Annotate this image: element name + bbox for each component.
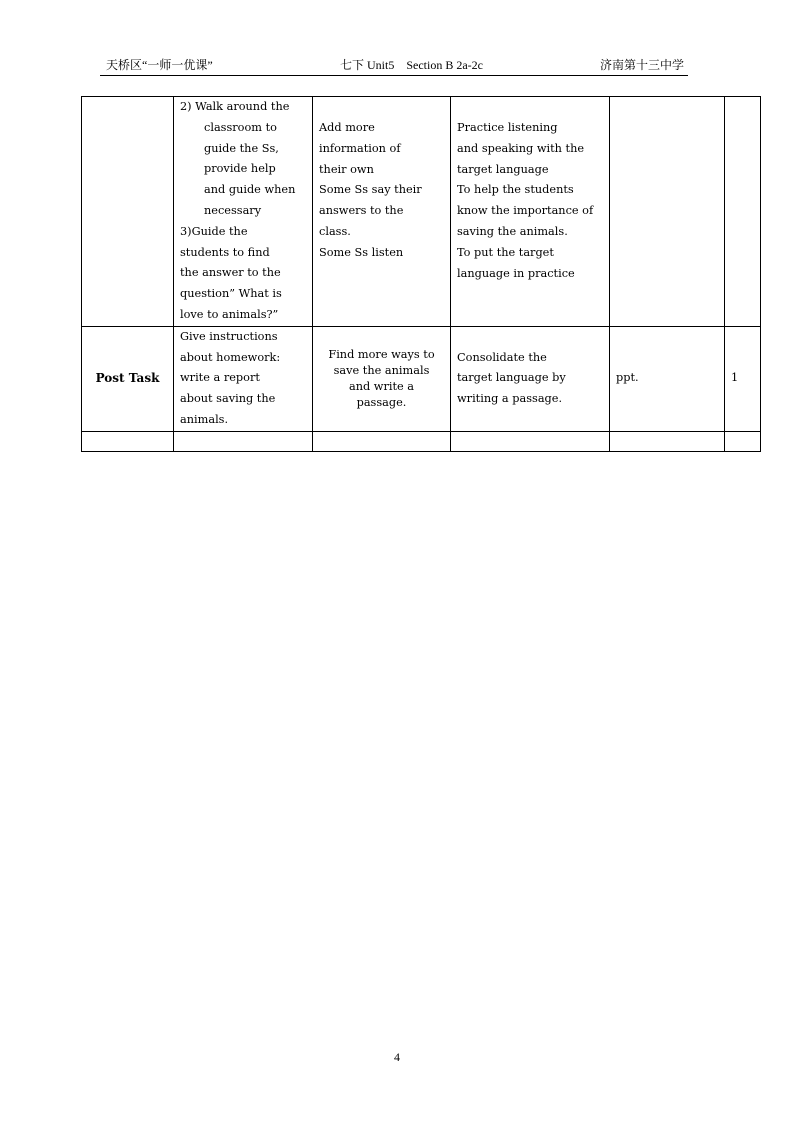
line: class.: [319, 224, 351, 238]
time-text: 1: [731, 371, 739, 385]
line: students to find: [180, 245, 270, 259]
line: language in practice: [457, 266, 575, 280]
stage-label: Post Task: [95, 371, 160, 386]
line: know the importance of: [457, 204, 594, 218]
empty-cell: [451, 431, 610, 451]
table-row: [82, 97, 761, 327]
line: Some Ss say their: [319, 183, 422, 197]
line: Find more ways to: [328, 347, 435, 361]
line: To put the target: [457, 245, 554, 259]
line: Give instructions: [180, 329, 278, 343]
line: target language: [457, 162, 549, 176]
lesson-plan-table: [81, 96, 761, 452]
header-lesson: 七下 Unit5 Section B 2a-2c: [340, 58, 483, 72]
line: and write a: [348, 379, 415, 393]
line: 3)Guide the: [180, 224, 248, 238]
time-cell: [725, 326, 761, 431]
line: provide help: [204, 162, 276, 176]
line: and speaking with the: [457, 141, 585, 155]
empty-cell: [725, 431, 761, 451]
page-number: 4: [394, 1050, 400, 1064]
line: love to animals?”: [180, 307, 279, 321]
line: and guide when: [204, 183, 296, 197]
line: guide the Ss,: [204, 141, 279, 155]
line: animals.: [180, 412, 229, 426]
line: information of: [319, 141, 401, 155]
time-cell: [725, 97, 761, 327]
purpose-cell: [451, 97, 610, 327]
media-cell: [610, 326, 725, 431]
table-row: [82, 431, 761, 451]
media-cell: [610, 97, 725, 327]
student-activity-cell: [313, 326, 451, 431]
media-text: ppt.: [616, 371, 639, 385]
empty-cell: [610, 431, 725, 451]
line: To help the students: [457, 183, 574, 197]
purpose-cell: [451, 326, 610, 431]
line: Some Ss listen: [319, 245, 404, 259]
line: about homework:: [180, 350, 281, 364]
line: about saving the: [180, 392, 276, 406]
line: answers to the: [319, 204, 404, 218]
empty-cell: [174, 431, 313, 451]
teacher-activity-cell: [174, 326, 313, 431]
empty-cell: [82, 431, 174, 451]
page-header: [100, 57, 688, 76]
header-district: 天桥区“一师一优课”: [106, 58, 213, 72]
line: classroom to: [204, 120, 277, 134]
line: question” What is: [180, 287, 282, 301]
line: the answer to the: [180, 266, 281, 280]
teacher-activity-cell: [174, 97, 313, 327]
line: Practice listening: [457, 121, 558, 134]
student-activity-cell: [313, 97, 451, 327]
line: saving the animals.: [457, 224, 568, 238]
line: Consolidate the: [457, 350, 547, 364]
line: necessary: [204, 203, 262, 217]
line: save the animals: [333, 363, 430, 377]
stage-cell: [82, 97, 174, 327]
line: write a report: [180, 371, 260, 385]
header-school: 济南第十三中学: [599, 58, 684, 72]
line: writing a passage.: [457, 392, 563, 406]
table-row: [82, 326, 761, 431]
line: 2) Walk around the: [180, 100, 290, 113]
line: passage.: [356, 395, 407, 409]
line: Add more: [319, 121, 375, 134]
stage-cell: [82, 326, 174, 431]
line: target language by: [457, 371, 566, 385]
line: their own: [319, 162, 374, 176]
empty-cell: [313, 431, 451, 451]
